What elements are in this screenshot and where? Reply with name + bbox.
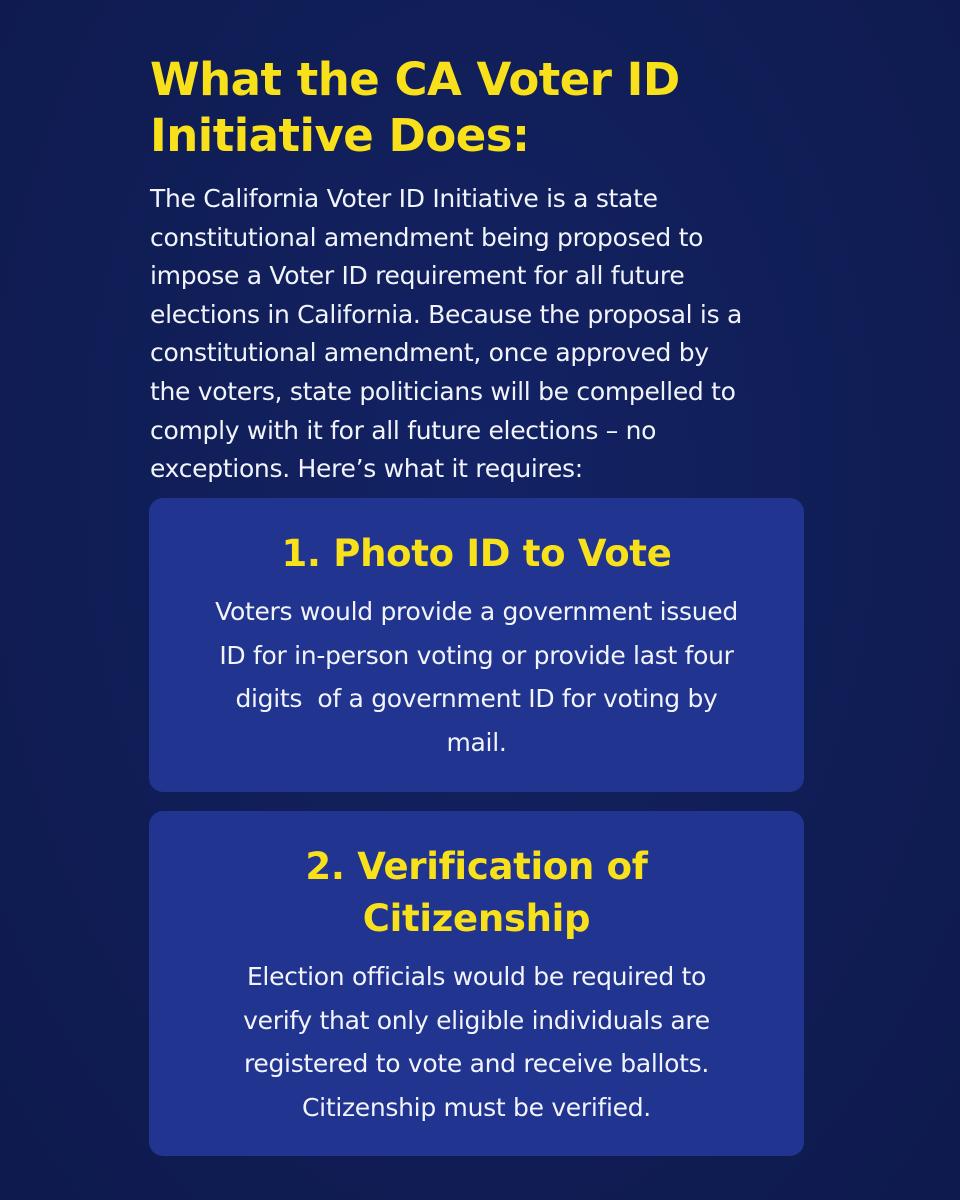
intro-line: elections in California. Because the proposal is a — [150, 299, 742, 329]
intro-line: impose a Voter ID requirement for all future — [150, 261, 685, 291]
card-description — [177, 590, 776, 764]
card-title — [177, 841, 776, 945]
card-body-line: Voters would provide a government issued — [215, 597, 738, 626]
title-line: What the CA Voter ID — [150, 53, 680, 106]
card-body-line: registered to vote and receive ballots. — [243, 1049, 710, 1078]
intro-section — [150, 52, 810, 489]
card-body-line: ID for in-person voting or provide last four — [219, 640, 734, 670]
card-body-line: verify that only eligible individuals are — [243, 1005, 710, 1035]
page-title — [150, 52, 810, 164]
card-body-line: Election officials would be required to — [246, 962, 707, 991]
intro-line: the voters, state politicians will be compelled to — [150, 376, 736, 406]
card-title-line: 1. Photo ID to Vote — [281, 532, 672, 575]
card-description — [177, 955, 776, 1129]
intro-line: comply with it for all future elections – no — [150, 415, 657, 445]
intro-line: The California Voter ID Initiative is a state — [150, 184, 658, 213]
intro-line: constitutional amendment, once approved by — [150, 338, 709, 368]
card-title — [177, 528, 776, 580]
intro-paragraph — [150, 180, 810, 489]
card-title-line: 2. Verification of — [305, 845, 648, 888]
card-title-line: Citizenship — [362, 897, 591, 940]
requirement-card-citizenship — [149, 811, 804, 1156]
card-body-line: mail. — [446, 727, 507, 757]
requirement-card-photo-id — [149, 498, 804, 792]
title-line: Initiative Does: — [150, 109, 530, 162]
card-body-line: Citizenship must be verified. — [302, 1092, 651, 1122]
intro-line: constitutional amendment being proposed to — [150, 222, 704, 252]
card-body-line: digits of a government ID for voting by — [235, 684, 718, 713]
intro-line: exceptions. Here’s what it requires: — [150, 454, 583, 484]
